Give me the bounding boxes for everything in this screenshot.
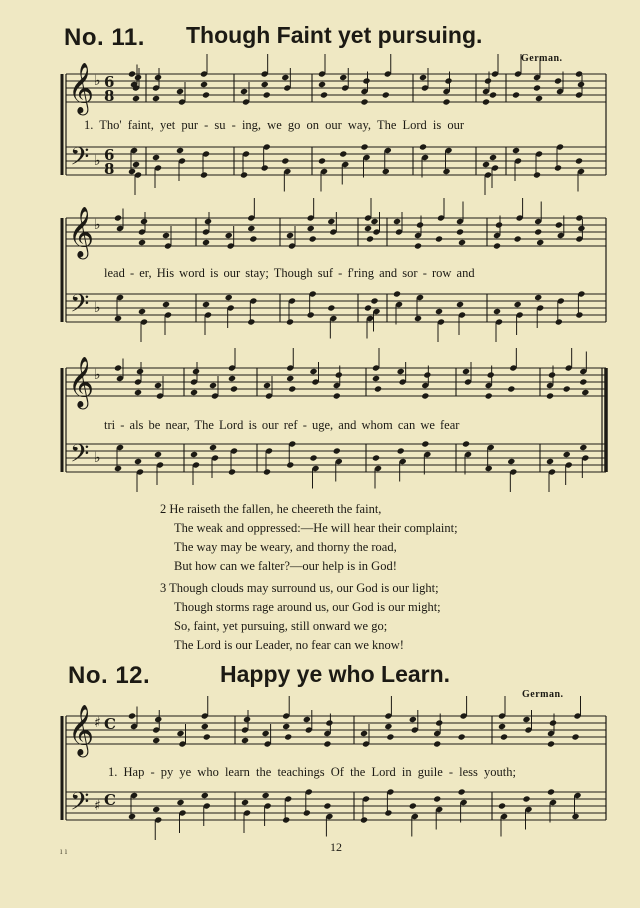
note-head	[152, 737, 160, 744]
note-head	[462, 368, 470, 375]
note-head	[303, 809, 311, 816]
note-head	[444, 77, 452, 84]
note-head	[154, 716, 162, 723]
note-head	[282, 816, 290, 823]
note-head	[421, 440, 429, 447]
note-head	[360, 816, 368, 823]
note-head	[243, 716, 251, 723]
note-head	[325, 719, 333, 726]
note-head	[498, 802, 506, 809]
note-head	[522, 795, 530, 802]
note-head	[498, 723, 506, 730]
key-signature: ♭	[94, 217, 101, 234]
note-head	[132, 95, 140, 102]
note-head	[228, 468, 236, 475]
note-head	[414, 242, 422, 249]
note-head	[152, 806, 160, 813]
note-head	[138, 308, 146, 315]
note-head	[435, 719, 443, 726]
note-head	[263, 91, 271, 98]
note-head	[202, 91, 210, 98]
note-head	[370, 297, 378, 304]
note-head	[323, 802, 331, 809]
note-head	[549, 719, 557, 726]
note-head	[114, 315, 122, 322]
note-head	[382, 91, 390, 98]
treble-clef: 𝄞	[68, 356, 95, 408]
note-head	[534, 228, 542, 235]
note-head	[419, 74, 427, 81]
note-head	[489, 154, 497, 161]
lyric-line: 1. Hap - py ye who learn the teachings Of the Lord in guile - less youth;	[108, 765, 516, 779]
note-head	[327, 218, 335, 225]
note-head	[536, 239, 544, 246]
note-head	[495, 221, 503, 228]
note-head	[247, 225, 255, 232]
note-head	[548, 371, 556, 378]
note-head	[202, 239, 210, 246]
verse-line: But how can we falter?—our help is in God!	[174, 559, 397, 573]
note-head	[522, 716, 530, 723]
composer-label: German.	[522, 689, 564, 700]
composer-label: German.	[521, 53, 563, 64]
note-head	[384, 723, 392, 730]
note-head	[493, 242, 501, 249]
note-head	[456, 228, 464, 235]
note-head	[201, 723, 209, 730]
note-head	[241, 799, 249, 806]
verse-line: 2 He raiseth the fallen, he cheereth the faint,	[160, 502, 382, 516]
note-head	[152, 154, 160, 161]
treble-clef: 𝄞	[68, 704, 95, 756]
note-head	[360, 98, 368, 105]
note-head	[241, 737, 249, 744]
note-head	[547, 788, 555, 795]
note-head	[335, 371, 343, 378]
key-signature: ♭	[94, 153, 101, 170]
verse-3	[160, 579, 441, 655]
bass-clef: 𝄢	[70, 289, 90, 325]
hymn-title: Happy ye who Learn.	[220, 661, 451, 687]
note-head	[128, 168, 136, 175]
note-head	[154, 74, 162, 81]
note-head	[581, 389, 589, 396]
note-head	[202, 301, 210, 308]
note-head	[563, 385, 571, 392]
note-head	[134, 389, 142, 396]
bass-clef: 𝄢	[70, 142, 90, 178]
note-head	[201, 792, 209, 799]
treble-clef: 𝄞	[68, 62, 95, 114]
page-number: 12	[330, 840, 342, 854]
note-head	[546, 458, 554, 465]
note-head	[512, 91, 520, 98]
time-signature: 8	[104, 160, 115, 178]
note-head	[493, 308, 501, 315]
note-head	[571, 813, 579, 820]
note-head	[209, 444, 217, 451]
lyric-line: 1. Tho' faint, yet pur - su - ing, we go on our way, The Lord is our	[84, 118, 465, 132]
note-head	[162, 232, 170, 239]
note-head	[500, 733, 508, 740]
note-head	[240, 171, 248, 178]
note-head	[339, 74, 347, 81]
note-head	[262, 730, 270, 737]
note-head	[512, 147, 520, 154]
note-head	[190, 451, 198, 458]
verse-line: The way may be weary, and thorny the road,	[174, 540, 397, 554]
note-head	[579, 378, 587, 385]
note-head	[384, 809, 392, 816]
note-head	[397, 368, 405, 375]
note-head	[546, 392, 554, 399]
time-signature: 6	[104, 73, 115, 91]
note-head	[575, 157, 583, 164]
note-head	[209, 382, 217, 389]
note-head	[456, 301, 464, 308]
note-head	[339, 150, 347, 157]
note-head	[307, 225, 315, 232]
note-head	[114, 364, 122, 371]
note-head	[555, 318, 563, 325]
note-head	[228, 375, 236, 382]
note-head	[458, 788, 466, 795]
note-head	[263, 382, 271, 389]
note-head	[372, 375, 380, 382]
note-head	[533, 84, 541, 91]
note-head	[303, 716, 311, 723]
note-head	[176, 88, 184, 95]
note-head	[176, 147, 184, 154]
note-head	[533, 171, 541, 178]
time-signature: 8	[104, 87, 115, 105]
staff	[66, 368, 606, 396]
note-head	[364, 225, 372, 232]
note-head	[485, 465, 493, 472]
note-head	[484, 77, 492, 84]
note-head	[309, 235, 317, 242]
note-head	[360, 730, 368, 737]
note-head	[433, 740, 441, 747]
key-signature: ♭	[94, 73, 101, 90]
note-head	[362, 77, 370, 84]
note-head	[409, 802, 417, 809]
note-head	[132, 161, 140, 168]
note-head	[190, 389, 198, 396]
note-head	[555, 221, 563, 228]
note-head	[333, 392, 341, 399]
note-head	[114, 465, 122, 472]
verse-line: 3 Though clouds may surround us, our God is our light;	[160, 581, 439, 595]
time-signature: 6	[104, 146, 115, 164]
note-head	[482, 98, 490, 105]
bass-clef: 𝄢	[70, 439, 90, 475]
note-head	[230, 385, 238, 392]
note-head	[134, 458, 142, 465]
staff	[66, 74, 606, 102]
note-head	[282, 723, 290, 730]
note-head	[176, 730, 184, 737]
note-head	[442, 168, 450, 175]
note-head	[176, 799, 184, 806]
note-head	[203, 733, 211, 740]
note-head	[507, 458, 515, 465]
note-head	[507, 385, 515, 392]
note-head	[421, 392, 429, 399]
note-head	[247, 318, 255, 325]
note-head	[535, 95, 543, 102]
verse-line: So, faint, yet pursuing, still onward we go;	[174, 619, 388, 633]
lyric-line: tri - als be near, The Lord is our ref - uge, and whom can we fear	[104, 418, 460, 432]
staff	[66, 147, 606, 175]
verse-2	[160, 500, 458, 576]
verse-line: The Lord is our Leader, no fear can we know!	[174, 638, 404, 652]
note-head	[140, 218, 148, 225]
note-head	[309, 368, 317, 375]
note-head	[554, 164, 562, 171]
time-signature: C	[104, 791, 116, 809]
note-head	[416, 221, 424, 228]
note-head	[397, 447, 405, 454]
note-head	[485, 392, 493, 399]
note-head	[577, 81, 585, 88]
note-head	[423, 371, 431, 378]
hymn-title: Though Faint yet pursuing.	[186, 22, 483, 48]
note-head	[225, 294, 233, 301]
verse-line: Though storms rage around us, our God is our might;	[174, 600, 441, 614]
note-head	[364, 304, 372, 311]
note-head	[374, 385, 382, 392]
note-head	[433, 795, 441, 802]
note-head	[286, 375, 294, 382]
note-head	[318, 81, 326, 88]
note-head	[128, 70, 136, 77]
note-head	[128, 712, 136, 719]
verse-line: The weak and oppressed:—He will hear their complaint;	[174, 521, 458, 535]
note-head	[571, 733, 579, 740]
note-head	[134, 74, 142, 81]
note-head	[323, 740, 331, 747]
note-head	[307, 311, 315, 318]
note-head	[136, 368, 144, 375]
note-head	[261, 164, 269, 171]
key-signature: ♯	[94, 715, 101, 732]
note-head	[514, 235, 522, 242]
note-head	[482, 161, 490, 168]
note-head	[318, 157, 326, 164]
key-signature: ♯	[94, 798, 101, 815]
note-head	[579, 444, 587, 451]
note-head	[286, 461, 294, 468]
note-head	[458, 733, 466, 740]
note-head	[138, 239, 146, 246]
key-signature: ♭	[94, 300, 101, 317]
note-head	[225, 232, 233, 239]
note-head	[152, 95, 160, 102]
note-head	[435, 235, 443, 242]
note-head	[200, 171, 208, 178]
note-head	[419, 143, 427, 150]
key-signature: ♭	[94, 367, 101, 384]
note-head	[547, 740, 555, 747]
note-head	[128, 813, 136, 820]
note-head	[309, 454, 317, 461]
note-head	[286, 232, 294, 239]
note-head	[320, 91, 328, 98]
note-head	[458, 239, 466, 246]
note-head	[514, 301, 522, 308]
note-head	[333, 447, 341, 454]
bass-clef: 𝄢	[70, 787, 90, 823]
note-head	[360, 143, 368, 150]
note-head	[162, 301, 170, 308]
note-head	[462, 440, 470, 447]
lyric-line: lead - er, His word is our stay; Though suf - f'ring and sor - row and	[104, 266, 475, 280]
note-head	[281, 157, 289, 164]
note-head	[577, 225, 585, 232]
key-signature: ♭	[94, 450, 101, 467]
note-head	[281, 74, 289, 81]
note-head	[327, 304, 335, 311]
note-head	[288, 385, 296, 392]
note-head	[386, 733, 394, 740]
note-head	[563, 451, 571, 458]
note-head	[154, 451, 162, 458]
note-head	[200, 81, 208, 88]
note-head	[554, 77, 562, 84]
note-head	[393, 218, 401, 225]
time-signature: C	[104, 715, 116, 733]
treble-clef: 𝄞	[68, 206, 95, 258]
note-head	[370, 218, 378, 225]
note-head	[261, 81, 269, 88]
note-head	[414, 315, 422, 322]
note-head	[534, 294, 542, 301]
note-head	[286, 318, 294, 325]
hymn-number: No. 11.	[64, 24, 145, 51]
hymn-number: No. 12.	[68, 662, 151, 689]
note-head	[489, 91, 497, 98]
note-head	[382, 168, 390, 175]
corner-mark: ı ı	[60, 846, 68, 856]
note-head	[262, 792, 270, 799]
note-head	[204, 218, 212, 225]
note-head	[409, 716, 417, 723]
note-head	[372, 454, 380, 461]
note-head	[575, 311, 583, 318]
note-head	[154, 382, 162, 389]
note-head	[263, 468, 271, 475]
note-head	[284, 733, 292, 740]
note-head	[114, 214, 122, 221]
note-head	[393, 290, 401, 297]
note-head	[249, 235, 257, 242]
note-head	[435, 308, 443, 315]
note-head	[366, 235, 374, 242]
note-head	[487, 371, 495, 378]
note-head	[442, 98, 450, 105]
note-head	[192, 368, 200, 375]
note-head	[240, 88, 248, 95]
